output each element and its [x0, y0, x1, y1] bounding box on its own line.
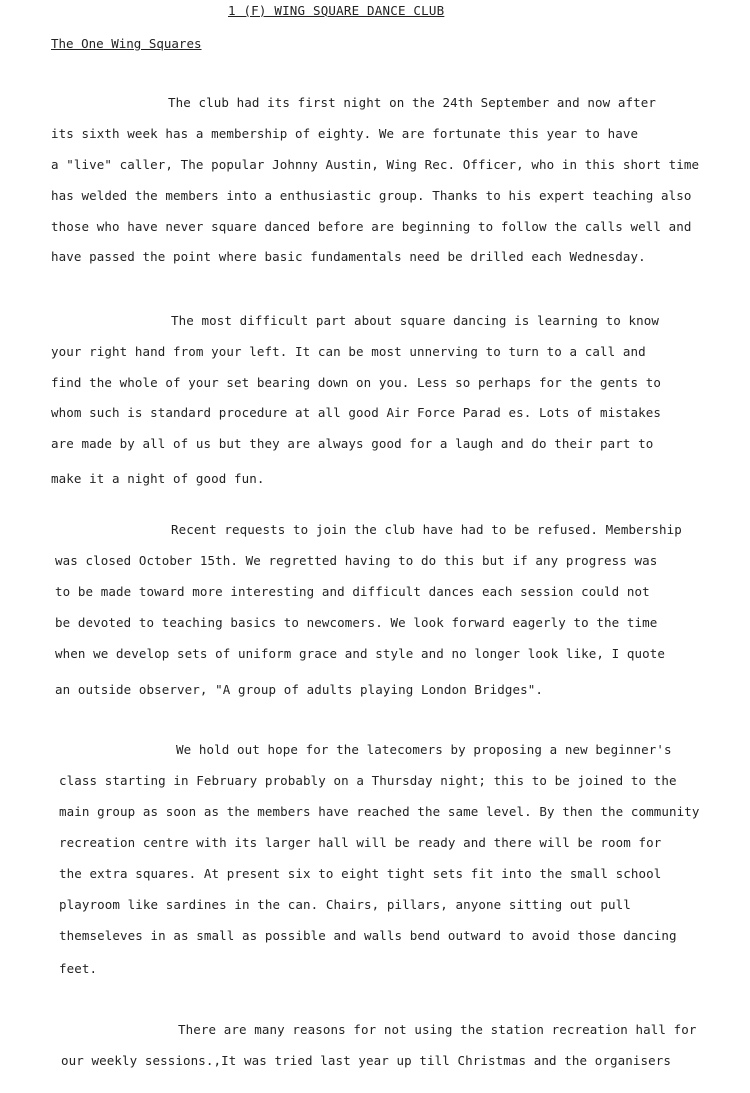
text-line: an outside observer, "A group of adults playing London Bridges". [55, 682, 544, 697]
text-line: has welded the members into a enthusiastic group. Thanks to his expert teaching also [51, 188, 692, 203]
document-subtitle: The One Wing Squares [51, 36, 202, 51]
text-line: are made by all of us but they are always good for a laugh and do their part to [51, 436, 654, 451]
text-line: main group as soon as the members have reached the same level. By then the community [59, 804, 700, 819]
document-title: 1 (F) WING SQUARE DANCE CLUB [228, 3, 445, 18]
text-line: make it a night of good fun. [51, 471, 265, 486]
text-line: themseleves in as small as possible and walls bend outward to avoid those dancing [59, 928, 677, 943]
text-line: feet. [59, 961, 98, 976]
text-line: be devoted to teaching basics to newcomers. We look forward eagerly to the time [55, 615, 658, 630]
text-line: its sixth week has a membership of eighty. We are fortunate this year to have [51, 126, 639, 141]
text-line: playroom like sardines in the can. Chairs, pillars, anyone sitting out pull [59, 897, 631, 912]
text-line: your right hand from your left. It can be most unnerving to turn to a call and [51, 344, 646, 359]
text-line: the extra squares. At present six to eight tight sets fit into the small school [59, 866, 662, 881]
text-line: Recent requests to join the club have had to be refused. Membership [171, 522, 682, 537]
text-line: have passed the point where basic fundamentals need be drilled each Wednesday. [51, 249, 646, 264]
text-line: The most difficult part about square dancing is learning to know [171, 313, 660, 328]
text-line: recreation centre with its larger hall will be ready and there will be room for [59, 835, 662, 850]
text-line: was closed October 15th. We regretted having to do this but if any progress was [55, 553, 658, 568]
text-line: when we develop sets of uniform grace and style and no longer look like, I quote [55, 646, 666, 661]
text-line: a "live" caller, The popular Johnny Austin, Wing Rec. Officer, who in this short time [51, 157, 700, 172]
text-line: There are many reasons for not using the station recreation hall for [178, 1022, 697, 1037]
text-line: find the whole of your set bearing down on you. Less so perhaps for the gents to [51, 375, 662, 390]
text-line: We hold out hope for the latecomers by proposing a new beginner's [176, 742, 672, 757]
text-line: to be made toward more interesting and difficult dances each session could not [55, 584, 650, 599]
text-line: whom such is standard procedure at all good Air Force Parad es. Lots of mistakes [51, 405, 662, 420]
text-line: The club had its first night on the 24th September and now after [168, 95, 657, 110]
text-line: our weekly sessions.,It was tried last year up till Christmas and the organisers [61, 1053, 672, 1068]
text-line: class starting in February probably on a Thursday night; this to be joined to the [59, 773, 677, 788]
text-line: those who have never square danced before are beginning to follow the calls well and [51, 219, 692, 234]
